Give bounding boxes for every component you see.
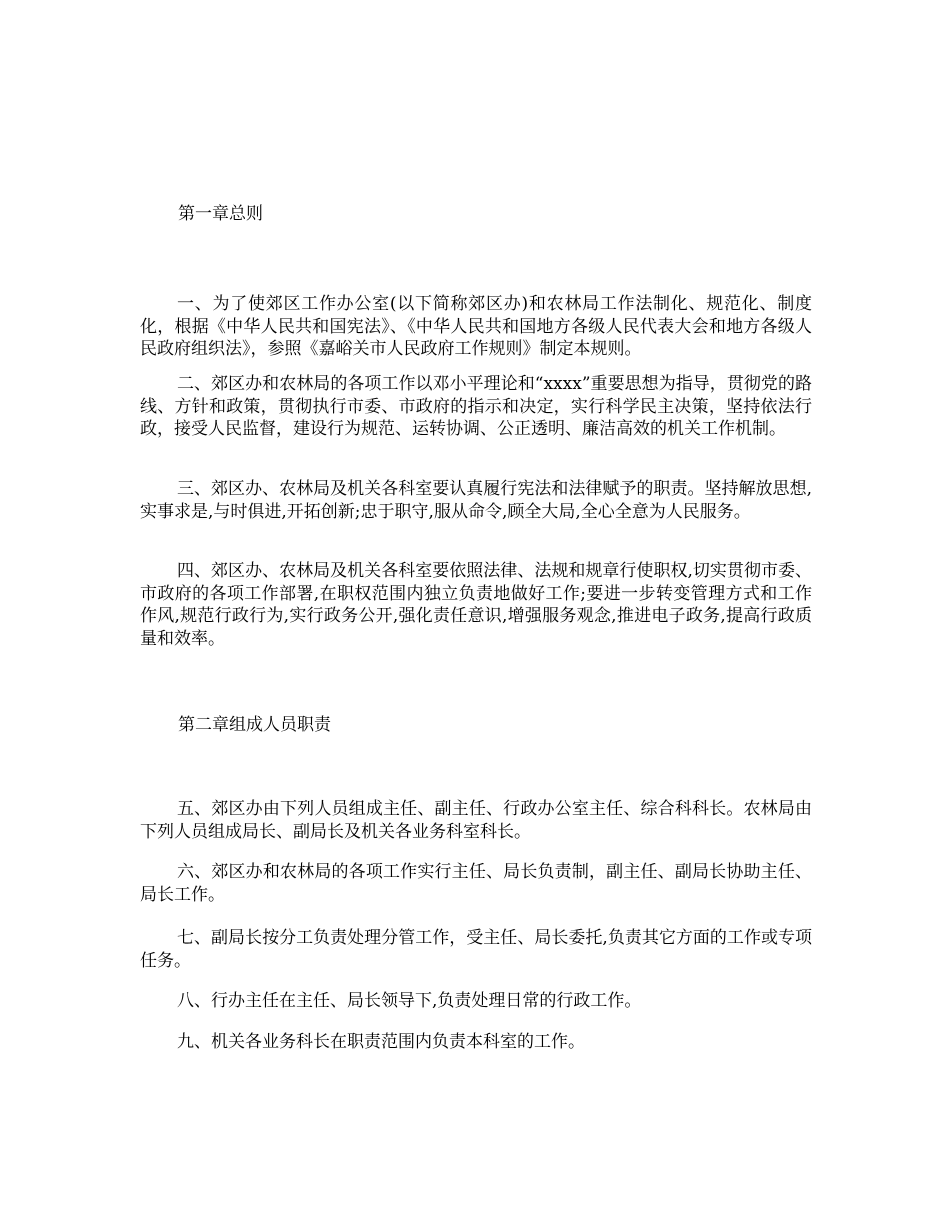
- article-8: 八、行办主任在主任、局长领导下,负责处理日常的行政工作。: [177, 991, 642, 1011]
- article-7: 七、副局长按分工负责处理分管工作，受主任、局长委托,负责其它方面的工作或专项任务。: [140, 928, 812, 971]
- article-3: 三、郊区办、农林局及机关各科室要认真履行宪法和法律赋予的职责。坚持解放思想,实事求是,与时俱进,开拓创新;忠于职守,服从命令,顾全大局,全心全意为人民服务。: [140, 479, 812, 522]
- article-6: 六、郊区办和农林局的各项工作实行主任、局长负责制，副主任、副局长协助主任、局长工作。: [140, 862, 812, 905]
- chapter-2-title: 第二章组成人员职责: [178, 715, 331, 735]
- article-9: 九、机关各业务科长在职责范围内负责本科室的工作。: [177, 1032, 585, 1052]
- article-5: 五、郊区办由下列人员组成主任、副主任、行政办公室主任、综合科科长。农林局由下列人员组成局长、副局长及机关各业务科室科长。: [140, 799, 812, 842]
- article-4: 四、郊区办、农林局及机关各科室要依照法律、法规和规章行使职权,切实贯彻市委、市政府的各项工作部署,在职权范围内独立负责地做好工作;要进一步转变管理方式和工作作风,规范行政行为,实行政务公开,强化责任意识,增强服务观念,推进电子政务,提高行政质量和效率。: [140, 561, 812, 649]
- article-1: 一、为了使郊区工作办公室(以下简称郊区办)和农林局工作法制化、规范化、制度化，根据《中华人民共和国宪法》、《中华人民共和国地方各级人民代表大会和地方各级人民政府组织法》，参照《嘉峪关市人民政府工作规则》制定本规则。: [140, 294, 812, 359]
- chapter-1-title: 第一章总则: [178, 204, 263, 224]
- article-2: 二、郊区办和农林局的各项工作以邓小平理论和“xxxx”重要思想为指导，贯彻党的路线、方针和政策，贯彻执行市委、市政府的指示和决定，实行科学民主决策，坚持依法行政，接受人民监督，建设行为规范、运转协调、公正透明、廉洁高效的机关工作机制。: [140, 374, 812, 439]
